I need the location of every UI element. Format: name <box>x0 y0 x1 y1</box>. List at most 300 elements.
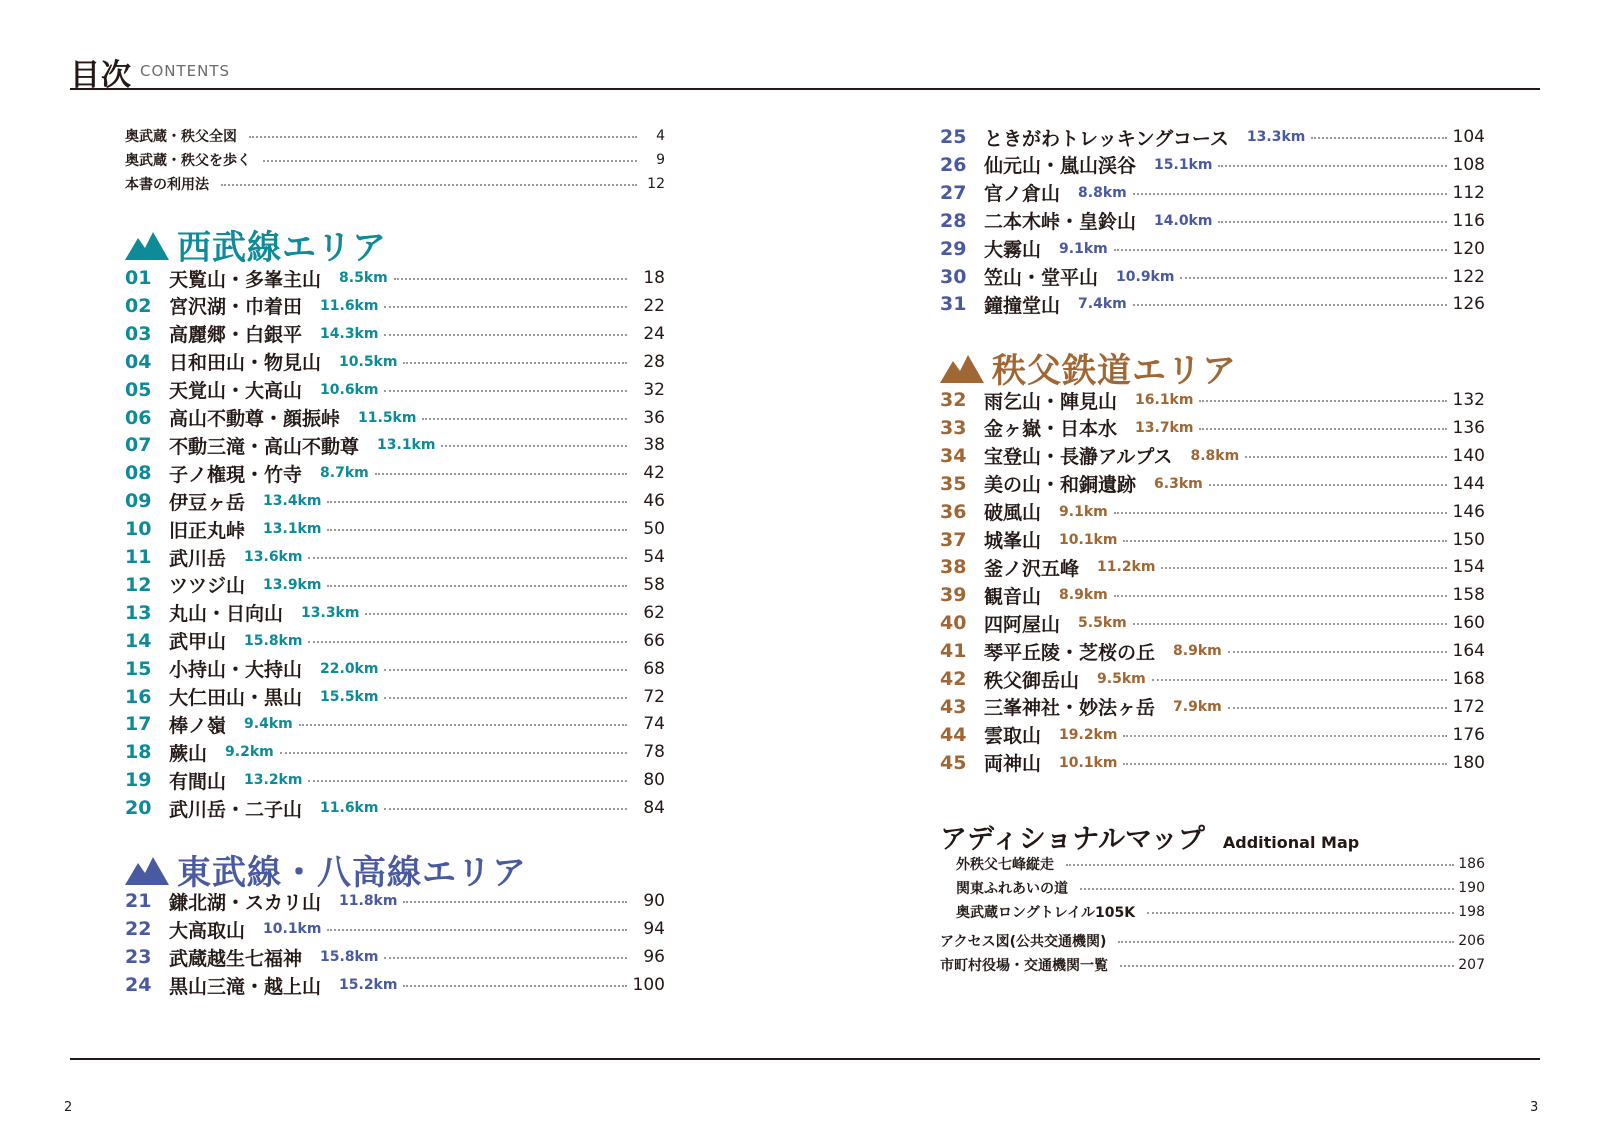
course-name: 不動三滝・高山不動尊 <box>169 435 360 458</box>
course-name: 官ノ倉山 <box>984 183 1061 206</box>
course-page: 46 <box>643 491 665 512</box>
course-distance: 9.1km <box>1059 240 1108 257</box>
additional-map-title: アディショナルマップ <box>940 824 1205 855</box>
course-name: 両神山 <box>984 753 1042 776</box>
course-distance: 10.1km <box>1059 531 1118 548</box>
course-distance: 8.8km <box>1078 184 1127 201</box>
course-distance: 14.0km <box>1154 212 1213 229</box>
leader-dots <box>1180 277 1447 279</box>
course-page: 132 <box>1452 390 1485 410</box>
course-row[interactable] <box>125 795 665 821</box>
course-page: 42 <box>643 463 665 484</box>
area-heading-seibu <box>125 220 387 269</box>
entry-page: 190 <box>1458 880 1485 896</box>
course-row[interactable] <box>125 944 665 970</box>
leader-dots <box>1114 249 1447 251</box>
course-page: 78 <box>643 742 665 763</box>
course-distance: 11.6km <box>320 297 379 314</box>
leader-dots <box>1133 623 1447 625</box>
leader-dots <box>327 585 627 587</box>
course-row[interactable] <box>125 349 665 375</box>
course-page: 74 <box>643 714 665 735</box>
leader-dots <box>299 724 627 726</box>
course-row[interactable] <box>125 916 665 942</box>
leader-dots <box>1228 707 1447 709</box>
course-number: 28 <box>940 209 967 232</box>
leader-dots <box>394 278 627 280</box>
course-name: 武甲山 <box>169 631 227 654</box>
entry-page: 207 <box>1458 957 1485 973</box>
entry-title: 奥武蔵・秩父を歩く <box>125 153 251 169</box>
course-row[interactable] <box>940 750 1485 776</box>
course-row[interactable] <box>940 291 1485 317</box>
leader-dots <box>1123 763 1447 765</box>
course-name: 日和田山・物見山 <box>169 352 322 375</box>
course-number: 13 <box>125 601 152 624</box>
course-row[interactable] <box>940 638 1485 664</box>
course-number: 01 <box>125 267 152 289</box>
course-name: 三峯神社・妙法ヶ岳 <box>984 697 1156 720</box>
course-page: 68 <box>643 658 665 679</box>
course-number: 04 <box>125 350 152 373</box>
course-page: 36 <box>643 407 665 428</box>
course-row[interactable] <box>125 656 665 682</box>
course-page: 32 <box>643 379 665 400</box>
course-row[interactable] <box>125 711 665 737</box>
course-distance: 10.1km <box>1059 754 1118 771</box>
course-page: 150 <box>1452 529 1485 550</box>
course-name: 伊豆ヶ岳 <box>169 491 246 514</box>
course-name: 秩父御岳山 <box>984 669 1080 692</box>
course-number: 25 <box>940 126 967 148</box>
toc-entry[interactable] <box>125 125 665 147</box>
leader-dots <box>1209 484 1447 486</box>
leader-dots <box>249 136 637 138</box>
course-distance: 11.5km <box>358 409 417 426</box>
course-number: 24 <box>125 974 152 996</box>
course-row[interactable] <box>940 666 1485 692</box>
course-page: 58 <box>643 574 665 595</box>
course-page: 104 <box>1452 127 1485 147</box>
course-distance: 15.2km <box>339 977 398 993</box>
toc-entry[interactable] <box>125 173 665 195</box>
leader-dots <box>1199 400 1447 402</box>
course-row[interactable] <box>125 321 665 347</box>
footer-rule <box>70 1058 1540 1060</box>
course-number: 31 <box>940 293 967 316</box>
leader-dots <box>384 957 627 959</box>
course-number: 12 <box>125 573 152 596</box>
course-distance: 16.1km <box>1135 392 1194 408</box>
course-number: 21 <box>125 890 152 912</box>
course-row[interactable] <box>125 460 665 486</box>
course-number: 16 <box>125 685 152 708</box>
leader-dots <box>263 160 637 162</box>
entry-title: 外秩父七峰縦走 <box>956 857 1054 873</box>
leader-dots <box>1245 456 1447 458</box>
page-title: 目次 <box>70 58 132 93</box>
course-distance: 8.9km <box>1059 587 1108 604</box>
course-name: 鎌北湖・スカリ山 <box>169 891 322 914</box>
toc-entry[interactable] <box>956 877 1485 899</box>
course-row[interactable] <box>940 415 1485 441</box>
course-name: 城峯山 <box>984 530 1042 552</box>
course-number: 39 <box>940 584 967 607</box>
course-row[interactable] <box>125 628 665 654</box>
leader-dots <box>1123 540 1447 542</box>
leader-dots <box>1123 735 1447 737</box>
course-number: 40 <box>940 612 967 635</box>
course-name: 雨乞山・陣見山 <box>984 390 1118 413</box>
leader-dots <box>384 334 627 336</box>
course-distance: 9.2km <box>225 744 274 761</box>
course-row[interactable] <box>940 471 1485 497</box>
leader-dots <box>308 641 627 643</box>
course-number: 34 <box>940 444 967 467</box>
course-row[interactable] <box>940 152 1485 178</box>
course-number: 08 <box>125 462 152 485</box>
course-page: 122 <box>1452 266 1485 287</box>
course-name: 仙元山・嵐山渓谷 <box>984 155 1137 178</box>
course-page: 62 <box>643 602 665 623</box>
course-distance: 15.5km <box>320 688 379 705</box>
course-name: 鐘撞堂山 <box>984 294 1061 317</box>
course-name: 高麗郷・白銀平 <box>169 324 303 347</box>
course-distance: 11.8km <box>339 893 398 909</box>
left-column <box>125 125 665 1025</box>
course-distance: 11.6km <box>320 800 379 817</box>
course-name: ときがわトレッキングコース <box>984 127 1229 150</box>
course-page: 164 <box>1452 641 1485 662</box>
course-page: 176 <box>1452 724 1485 745</box>
course-distance: 5.5km <box>1078 615 1127 632</box>
leader-dots <box>280 752 627 754</box>
course-name: 大高取山 <box>169 919 246 942</box>
course-number: 45 <box>940 751 967 774</box>
course-name: 琴平丘陵・芝桜の丘 <box>984 641 1156 664</box>
course-page: 72 <box>643 686 665 707</box>
course-page: 22 <box>643 295 665 316</box>
course-distance: 22.0km <box>320 660 379 677</box>
mountain-icon <box>125 855 169 885</box>
course-number: 07 <box>125 434 152 457</box>
course-distance: 8.5km <box>339 270 388 286</box>
mountain-icon <box>125 230 169 260</box>
course-number: 15 <box>125 657 152 680</box>
leader-dots <box>1161 567 1447 569</box>
course-name: 旧正丸峠 <box>169 519 246 542</box>
entry-title: アクセス図(公共交通機関) <box>940 934 1107 950</box>
course-page: 180 <box>1452 752 1485 773</box>
course-page: 112 <box>1452 182 1485 203</box>
course-number: 26 <box>940 153 967 176</box>
course-name: 武川岳・二子山 <box>169 798 303 821</box>
leader-dots <box>1114 595 1447 597</box>
course-row[interactable] <box>940 264 1485 290</box>
leader-dots <box>1114 512 1447 514</box>
course-row[interactable] <box>940 387 1485 413</box>
course-number: 19 <box>125 769 152 792</box>
course-page: 120 <box>1452 238 1485 259</box>
leader-dots <box>384 808 627 810</box>
course-row[interactable] <box>940 527 1485 553</box>
course-distance: 13.2km <box>244 772 303 789</box>
page-number-left: 2 <box>64 1100 73 1115</box>
course-row[interactable] <box>125 972 665 998</box>
course-row[interactable] <box>125 488 665 514</box>
toc-entry[interactable] <box>956 853 1485 875</box>
leader-dots <box>384 306 627 308</box>
course-page: 80 <box>643 770 665 791</box>
course-number: 18 <box>125 741 152 764</box>
course-name: 武蔵越生七福神 <box>169 947 303 970</box>
course-distance: 7.9km <box>1173 698 1222 715</box>
toc-entry[interactable] <box>940 954 1485 976</box>
course-distance: 15.8km <box>320 949 379 965</box>
leader-dots <box>1228 651 1447 653</box>
course-distance: 10.9km <box>1116 268 1175 285</box>
course-distance: 13.3km <box>301 604 360 621</box>
leader-dots <box>422 418 627 420</box>
course-row[interactable] <box>125 684 665 710</box>
course-row[interactable] <box>125 739 665 765</box>
course-page: 168 <box>1452 669 1485 689</box>
leader-dots <box>365 613 627 615</box>
course-page: 50 <box>643 519 665 540</box>
course-name: 子ノ権現・竹寺 <box>169 463 303 486</box>
course-distance: 19.2km <box>1059 726 1118 743</box>
course-row[interactable] <box>125 265 665 291</box>
course-name: 金ヶ嶽・日本水 <box>984 418 1118 441</box>
entry-page: 4 <box>656 128 665 144</box>
leader-dots <box>1147 912 1454 914</box>
page-subtitle: CONTENTS <box>140 62 231 80</box>
course-name: 大霧山 <box>984 239 1042 262</box>
course-name: 美の山・和銅遺跡 <box>984 474 1137 497</box>
course-distance: 13.7km <box>1135 419 1194 436</box>
course-page: 126 <box>1452 294 1485 315</box>
course-name: 蕨山 <box>169 742 208 765</box>
course-distance: 6.3km <box>1154 475 1203 492</box>
leader-dots <box>327 501 627 503</box>
course-row[interactable] <box>125 600 665 626</box>
leader-dots <box>403 362 627 364</box>
course-number: 29 <box>940 237 967 260</box>
course-name: 宝登山・長瀞アルプス <box>984 446 1173 469</box>
course-page: 90 <box>643 891 665 911</box>
course-number: 14 <box>125 629 152 652</box>
course-row[interactable] <box>940 582 1485 608</box>
contents-header <box>70 44 1540 93</box>
course-page: 146 <box>1452 501 1485 522</box>
course-name: 黒山三滝・越上山 <box>169 975 322 998</box>
course-distance: 13.6km <box>244 549 303 565</box>
course-number: 38 <box>940 556 967 579</box>
course-row[interactable] <box>125 767 665 793</box>
course-distance: 8.8km <box>1190 447 1240 464</box>
course-page: 54 <box>643 547 665 567</box>
course-row[interactable] <box>940 722 1485 748</box>
course-row[interactable] <box>940 499 1485 525</box>
course-row[interactable] <box>940 180 1485 206</box>
course-row[interactable] <box>125 888 665 914</box>
page-number-right: 3 <box>1530 1100 1539 1115</box>
course-distance: 8.9km <box>1173 643 1222 660</box>
course-distance: 10.1km <box>263 921 322 937</box>
leader-dots <box>403 985 627 987</box>
toc-entry[interactable] <box>956 901 1485 923</box>
leader-dots <box>1066 864 1454 866</box>
course-distance: 7.4km <box>1078 296 1127 313</box>
leader-dots <box>327 929 627 931</box>
course-name: 釜ノ沢五峰 <box>984 557 1080 580</box>
course-name: 天覚山・大高山 <box>169 380 303 403</box>
leader-dots <box>308 780 627 782</box>
course-row[interactable] <box>125 516 665 542</box>
course-page: 94 <box>643 919 665 939</box>
course-number: 05 <box>125 378 152 401</box>
course-distance: 11.2km <box>1097 559 1156 576</box>
course-name: 棒ノ嶺 <box>169 714 227 737</box>
course-distance: 15.8km <box>244 632 303 649</box>
course-number: 30 <box>940 265 967 288</box>
mountain-icon <box>940 353 984 383</box>
area-label-chichibu: 秩父鉄道エリア <box>992 351 1237 391</box>
course-row[interactable] <box>125 377 665 403</box>
leader-dots <box>221 184 637 186</box>
leader-dots <box>375 473 627 475</box>
course-name: 高山不動尊・顔振峠 <box>169 408 341 430</box>
course-distance: 10.6km <box>320 381 379 398</box>
additional-map-title-en: Additional Map <box>1222 833 1360 852</box>
course-number: 10 <box>125 518 152 541</box>
toc-entry[interactable] <box>125 149 665 171</box>
course-row[interactable] <box>125 572 665 598</box>
course-name: 雲取山 <box>984 725 1042 748</box>
course-number: 09 <box>125 490 152 513</box>
leader-dots <box>1311 137 1447 139</box>
course-number: 27 <box>940 181 967 204</box>
course-row[interactable] <box>940 554 1485 580</box>
course-number: 06 <box>125 406 152 429</box>
course-number: 36 <box>940 500 967 523</box>
course-number: 23 <box>125 946 152 968</box>
leader-dots <box>403 901 627 903</box>
right-column <box>940 125 1485 1025</box>
entry-page: 206 <box>1458 933 1485 949</box>
course-page: 144 <box>1452 473 1485 494</box>
entry-title: 奥武蔵・秩父全図 <box>125 129 237 145</box>
course-number: 17 <box>125 713 152 736</box>
leader-dots <box>1133 304 1447 306</box>
leader-dots <box>1080 888 1454 890</box>
entry-title: 奥武蔵ロングトレイル105K <box>956 905 1136 921</box>
course-distance: 15.1km <box>1154 156 1213 173</box>
course-name: ツツジ山 <box>169 575 246 598</box>
course-row[interactable] <box>940 443 1485 469</box>
course-name: 笠山・堂平山 <box>984 267 1099 289</box>
area-label-seibu: 西武線エリア <box>177 228 387 268</box>
course-row[interactable] <box>125 544 665 570</box>
course-row[interactable] <box>940 610 1485 636</box>
course-page: 96 <box>643 947 665 967</box>
course-distance: 8.7km <box>320 465 369 482</box>
course-distance: 13.9km <box>263 576 322 593</box>
entry-page: 12 <box>647 176 665 192</box>
course-name: 大仁田山・黒山 <box>169 687 303 709</box>
entry-page: 186 <box>1458 856 1485 872</box>
course-number: 43 <box>940 695 967 718</box>
leader-dots <box>1120 965 1454 967</box>
course-name: 観音山 <box>984 585 1042 608</box>
course-number: 41 <box>940 640 967 663</box>
course-name: 破風山 <box>984 502 1042 525</box>
course-page: 158 <box>1452 585 1485 606</box>
course-row[interactable] <box>125 293 665 319</box>
entry-page: 198 <box>1458 904 1485 920</box>
entry-title: 本書の利用法 <box>125 177 209 193</box>
course-page: 108 <box>1452 154 1485 175</box>
course-row[interactable] <box>940 694 1485 720</box>
toc-entry[interactable] <box>940 930 1485 952</box>
leader-dots <box>384 697 627 699</box>
course-name: 武川岳 <box>169 547 227 570</box>
course-distance: 14.3km <box>320 325 379 342</box>
leader-dots <box>384 669 627 671</box>
area-label-tobu: 東武線・八高線エリア <box>177 853 527 893</box>
course-distance: 9.1km <box>1059 503 1108 520</box>
course-name: 丸山・日向山 <box>169 603 284 626</box>
course-number: 32 <box>940 389 967 411</box>
entry-title: 関東ふれあいの道 <box>956 881 1068 897</box>
leader-dots <box>1118 941 1454 943</box>
course-distance: 9.4km <box>244 716 293 733</box>
leader-dots <box>327 529 627 531</box>
course-page: 140 <box>1452 445 1485 466</box>
course-row[interactable] <box>125 405 665 431</box>
course-distance: 13.1km <box>377 437 436 454</box>
course-page: 136 <box>1452 417 1485 438</box>
course-name: 有間山 <box>169 770 227 793</box>
course-number: 37 <box>940 528 967 551</box>
leader-dots <box>1218 221 1447 223</box>
course-page: 18 <box>643 268 665 288</box>
course-page: 38 <box>643 435 665 456</box>
course-number: 42 <box>940 668 967 690</box>
course-page: 172 <box>1452 696 1485 717</box>
course-page: 100 <box>632 975 665 995</box>
course-name: 宮沢湖・巾着田 <box>169 296 303 319</box>
course-row[interactable] <box>940 124 1485 150</box>
leader-dots <box>1152 679 1447 681</box>
course-distance: 13.1km <box>263 521 322 538</box>
course-distance: 13.4km <box>263 493 322 510</box>
course-number: 20 <box>125 797 152 820</box>
course-row[interactable] <box>125 432 665 458</box>
course-row[interactable] <box>940 236 1485 262</box>
area-heading-chichibu <box>940 343 1237 392</box>
course-distance: 13.3km <box>1246 129 1306 145</box>
leader-dots <box>308 557 627 559</box>
course-name: 二本木峠・皇鈴山 <box>984 211 1137 234</box>
course-row[interactable] <box>940 208 1485 234</box>
entry-title: 市町村役場・交通機関一覧 <box>940 958 1108 974</box>
course-name: 四阿屋山 <box>984 613 1061 636</box>
course-number: 22 <box>125 918 152 940</box>
course-number: 44 <box>940 723 967 746</box>
leader-dots <box>1133 193 1447 195</box>
leader-dots <box>1218 165 1447 167</box>
